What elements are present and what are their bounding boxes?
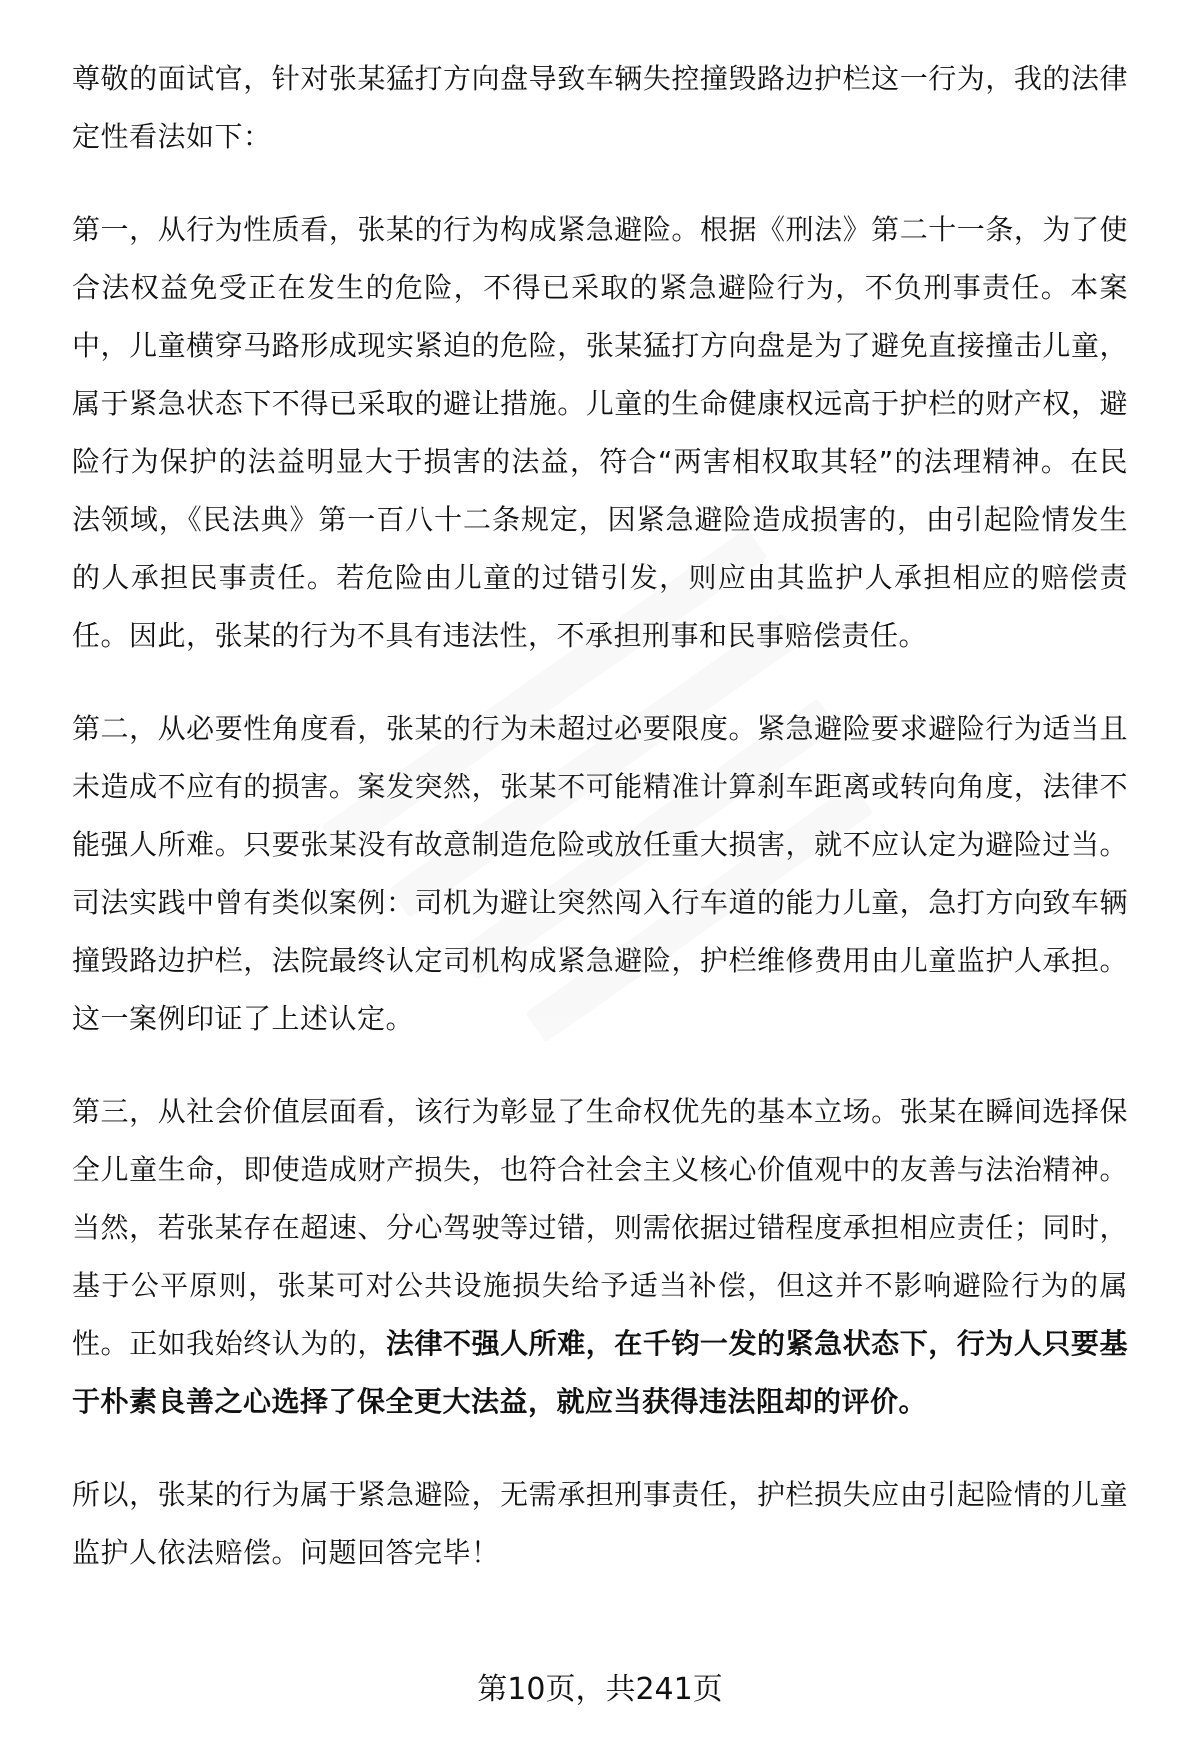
page-number-footer: 第10页，共241页 — [477, 1672, 723, 1707]
paragraph-third-point — [72, 1083, 1128, 1431]
paragraph-second-point: 第二，从必要性角度看，张某的行为未超过必要限度。紧急避险要求避险行为适当且未造成不应有的损害。案发突然，张某不可能精准计算刹车距离或转向角度，法律不能强人所难。只要张某没有故意制造危险或放任重大损害，就不应认定为避险过当。司法实践中曾有类似案例：司机为避让突然闯入行车道的能力儿童，急打方向致车辆撞毁路边护栏，法院最终认定司机构成紧急避险，护栏维修费用由儿童监护人承担。这一案例印证了上述认定。 — [72, 712, 1128, 1035]
paragraph-third-point-emphasis: 法律不强人所难，在千钧一发的紧急状态下，行为人只要基于朴素良善之心选择了保全更大法益，就应当获得违法阻却的评价。 — [72, 1327, 1128, 1418]
paragraph-first-point: 第一，从行为性质看，张某的行为构成紧急避险。根据《刑法》第二十一条，为了使合法权益免受正在发生的危险，不得已采取的紧急避险行为，不负刑事责任。本案中，儿童横穿马路形成现实紧迫的危险，张某猛打方向盘是为了避免直接撞击儿童，属于紧急状态下不得已采取的避让措施。儿童的生命健康权远高于护栏的财产权，避险行为保护的法益明显大于损害的法益，符合“两害相权取其轻”的法理精神。在民法领域，《民法典》第一百八十二条规定，因紧急避险造成损害的，由引起险情发生的人承担民事责任。若危险由儿童的过错引发，则应由其监护人承担相应的赔偿责任。因此，张某的行为不具有违法性，不承担刑事和民事赔偿责任。 — [72, 213, 1128, 652]
paragraph-third-point-text: 第三，从社会价值层面看，该行为彰显了生命权优先的基本立场。张某在瞬间选择保全儿童生命，即使造成财产损失，也符合社会主义核心价值观中的友善与法治精神。当然，若张某存在超速、分心驾驶等过错，则需依据过错程度承担相应责任；同时，基于公平原则，张某可对公共设施损失给予适当补偿，但这并不影响避险行为的属性。正如我始终认为的， — [72, 1095, 1128, 1360]
paragraph-intro: 尊敬的面试官，针对张某猛打方向盘导致车辆失控撞毁路边护栏这一行为，我的法律定性看法如下： — [72, 62, 1128, 153]
paragraph-conclusion: 所以，张某的行为属于紧急避险，无需承担刑事责任，护栏损失应由引起险情的儿童监护人依法赔偿。问题回答完毕！ — [72, 1478, 1128, 1569]
